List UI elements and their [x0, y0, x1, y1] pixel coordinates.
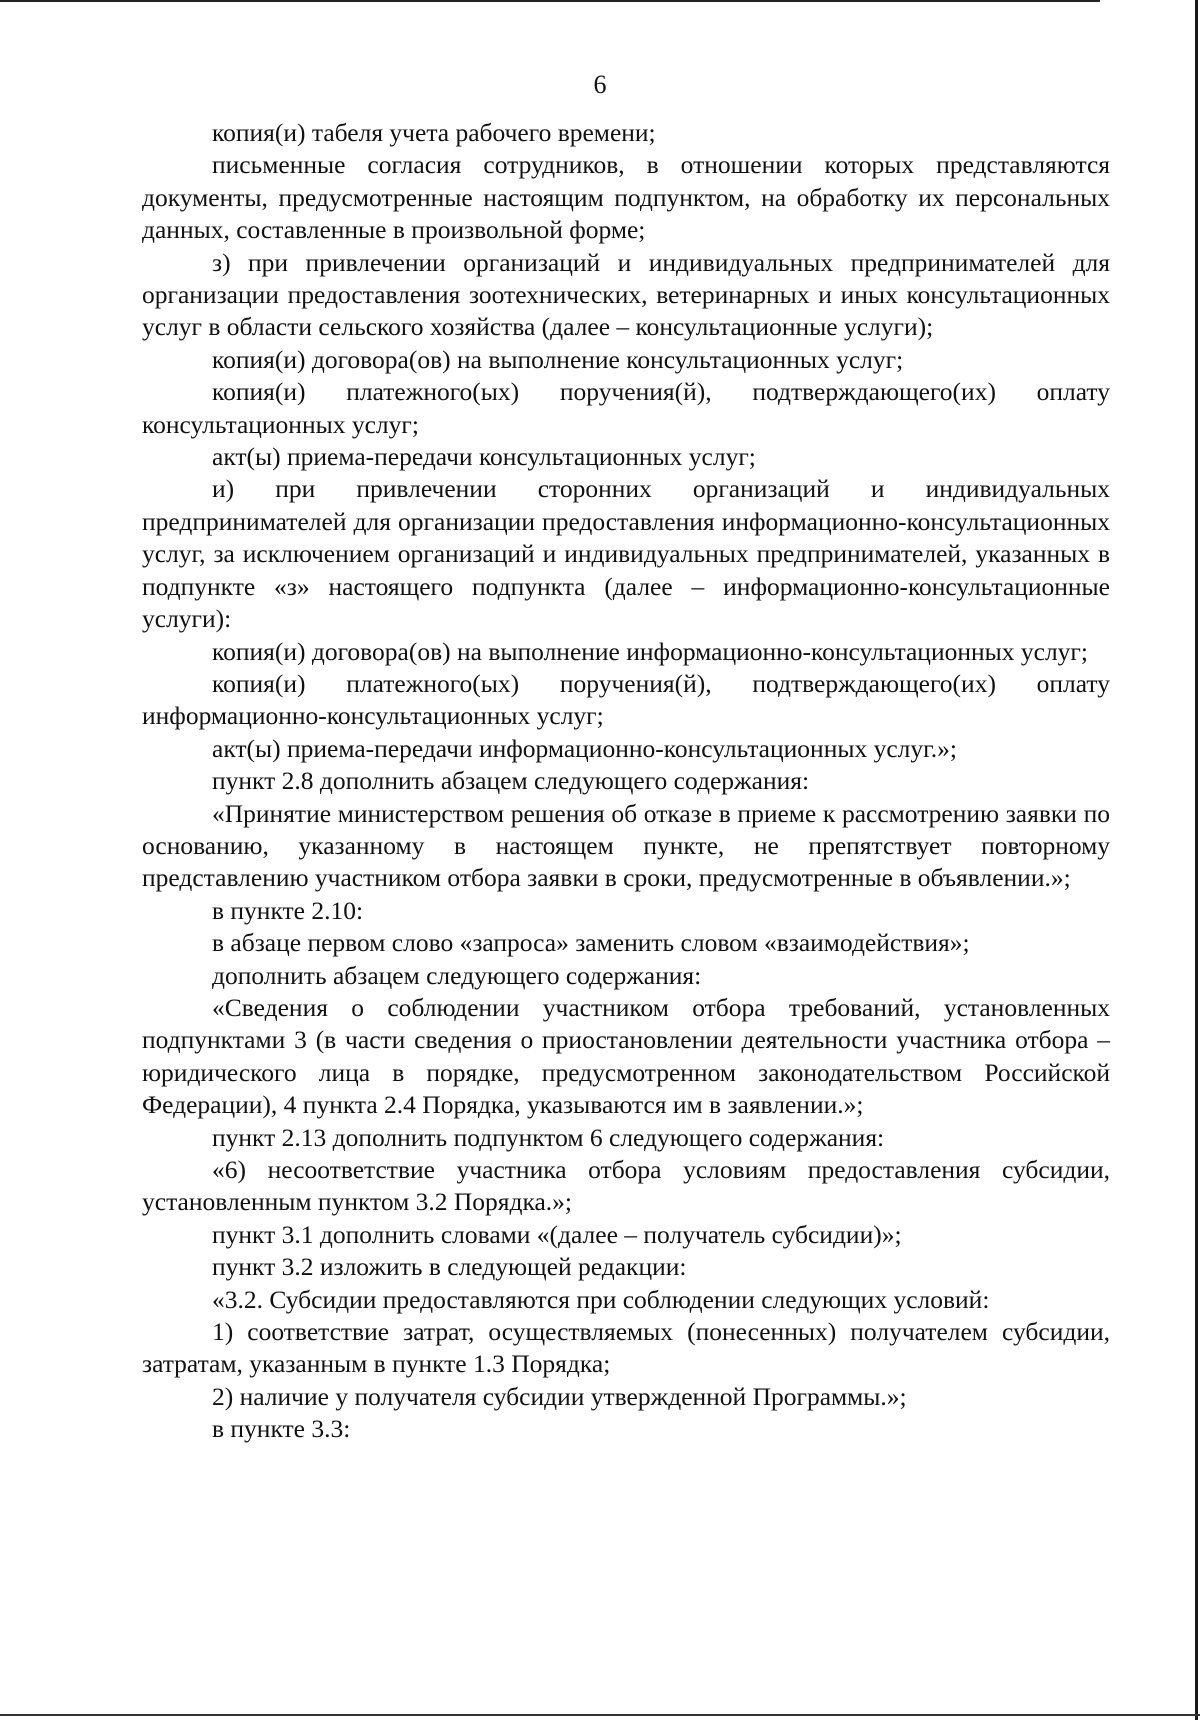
paragraph: дополнить абзацем следующего содержания: — [212, 960, 702, 990]
paragraph: и) при привлечении сторонних организаций и индивидуальных предпринимателей для организации предоставления информационно-консультационных услуг, за исключением организаций и индивидуальных предпринимателей, указанных в подпункте «з» настоящего подпункта (далее – информационно-консультационные услуги): — [142, 474, 1110, 634]
document-body — [142, 117, 1110, 1446]
paragraph: 1) соответствие затрат, осуществляемых (понесенных) получателем субсидии, затратам, указанным в пункте 1.3 Порядка; — [142, 1317, 1110, 1379]
paragraph: в пункте 2.10: — [212, 895, 364, 925]
paragraph: в пункте 3.3: — [212, 1414, 351, 1444]
paragraph: акт(ы) приема-передачи информационно-консультационных услуг.»; — [212, 733, 957, 763]
paragraph: пункт 2.13 дополнить подпунктом 6 следующего содержания: — [212, 1122, 885, 1152]
paragraph: з) при привлечении организаций и индивидуальных предпринимателей для организации предоставления зоотехнических, ветеринарных и иных консультационных услуг в области сельского хозяйства (далее – консультационные услуги); — [142, 247, 1110, 342]
paragraph: акт(ы) приема-передачи консультационных услуг; — [212, 442, 756, 472]
paragraph: пункт 2.8 дополнить абзацем следующего содержания: — [212, 766, 810, 796]
scan-edge-bottom — [0, 1714, 1200, 1716]
paragraph: копия(и) платежного(ых) поручения(й), подтверждающего(их) оплату консультационных услуг; — [142, 377, 1110, 439]
paragraph: пункт 3.1 дополнить словами «(далее – получатель субсидии)»; — [212, 1219, 902, 1249]
paragraph: копия(и) платежного(ых) поручения(й), подтверждающего(их) оплату информационно-консультационных услуг; — [142, 668, 1110, 731]
scan-edge-top — [0, 0, 1100, 2]
page-number: 6 — [593, 70, 607, 99]
paragraph: 2) наличие у получателя субсидии утвержденной Программы.»; — [212, 1381, 907, 1411]
paragraph: «3.2. Субсидии предоставляются при соблюдении следующих условий: — [212, 1284, 990, 1314]
paragraph: «6) несоответствие участника отбора условиям предоставления субсидии, установленным пунктом 3.2 Порядка.»; — [142, 1155, 1110, 1217]
paragraph: письменные согласия сотрудников, в отношении которых представляются документы, предусмотренные настоящим подпунктом, на обработку их персональных данных, составленные в произвольной форме; — [142, 150, 1110, 245]
paragraph: копия(и) договора(ов) на выполнение информационно-консультационных услуг; — [212, 636, 1088, 666]
paragraph: в абзаце первом слово «запроса» заменить словом «взаимодействия»; — [212, 928, 970, 958]
paragraph: копия(и) табеля учета рабочего времени; — [212, 118, 656, 147]
paragraph: «Принятие министерством решения об отказе в приеме к рассмотрению заявки по основанию, указанному в настоящем пункте, не препятствует повторному представлению участником отбора заявки в сроки, предусмотренные в объявлении.»; — [142, 798, 1110, 893]
paragraph: копия(и) договора(ов) на выполнение консультационных услуг; — [212, 344, 904, 374]
paragraph: «Сведения о соблюдении участником отбора требований, установленных подпунктами 3 (в части сведения о приостановлении деятельности участника отбора – юридического лица в порядке, предусмотренном законодательством Российской Федерации), 4 пункта 2.4 Порядка, указываются им в заявлении.»; — [142, 992, 1110, 1120]
scan-edge-right — [1195, 0, 1198, 1720]
paragraph: пункт 3.2 изложить в следующей редакции: — [212, 1252, 687, 1282]
